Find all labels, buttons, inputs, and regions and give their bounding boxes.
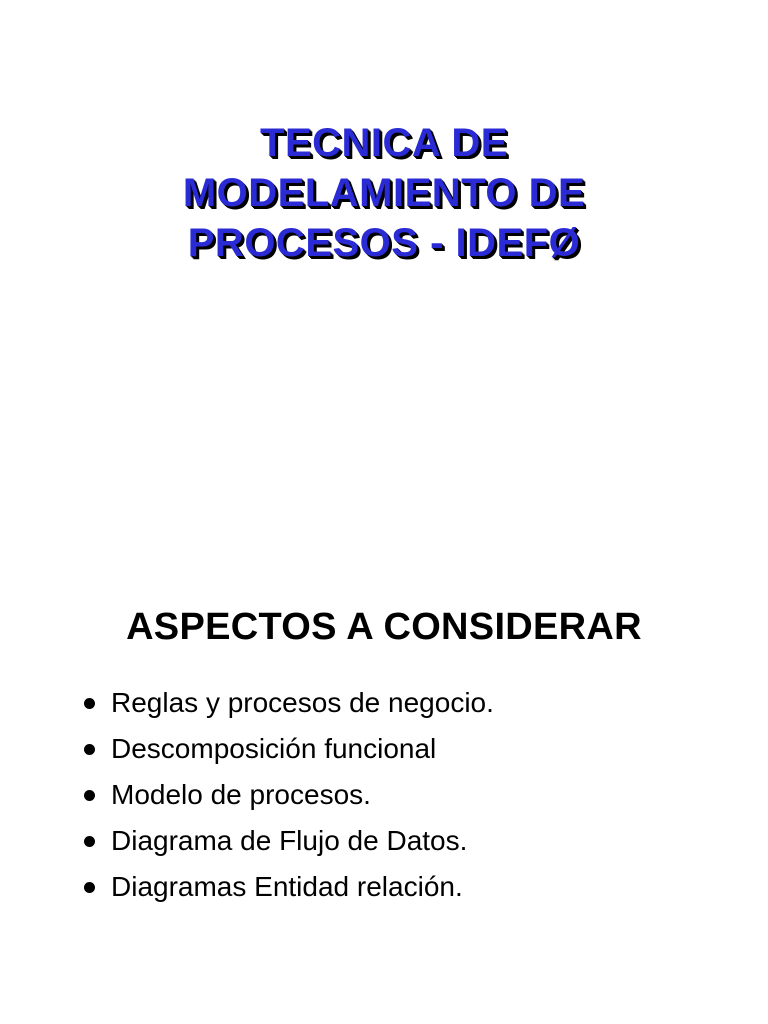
bullet-list xyxy=(84,680,494,910)
bullet-icon xyxy=(84,698,95,709)
title-line-2: MODELAMIENTO DE xyxy=(182,171,586,215)
list-item-text: Reglas y procesos de negocio. xyxy=(111,687,494,718)
title-line-3: PROCESOS - IDEFØ xyxy=(187,221,581,265)
list-item xyxy=(84,864,494,910)
section-heading: ASPECTOS A CONSIDERAR xyxy=(126,606,642,648)
list-item xyxy=(84,680,494,726)
title-line-1: TECNICA DE xyxy=(260,121,508,165)
list-item xyxy=(84,772,494,818)
bullet-icon xyxy=(84,744,95,755)
list-item-text: Descomposición funcional xyxy=(111,733,437,764)
bullet-icon xyxy=(84,882,95,893)
list-item-text: Diagrama de Flujo de Datos. xyxy=(111,825,468,856)
bullet-icon xyxy=(84,836,95,847)
bullet-icon xyxy=(84,790,95,801)
slide-title xyxy=(0,118,768,268)
list-item-text: Diagramas Entidad relación. xyxy=(111,871,463,902)
list-item-text: Modelo de procesos. xyxy=(111,779,371,810)
list-item xyxy=(84,818,494,864)
list-item xyxy=(84,726,494,772)
